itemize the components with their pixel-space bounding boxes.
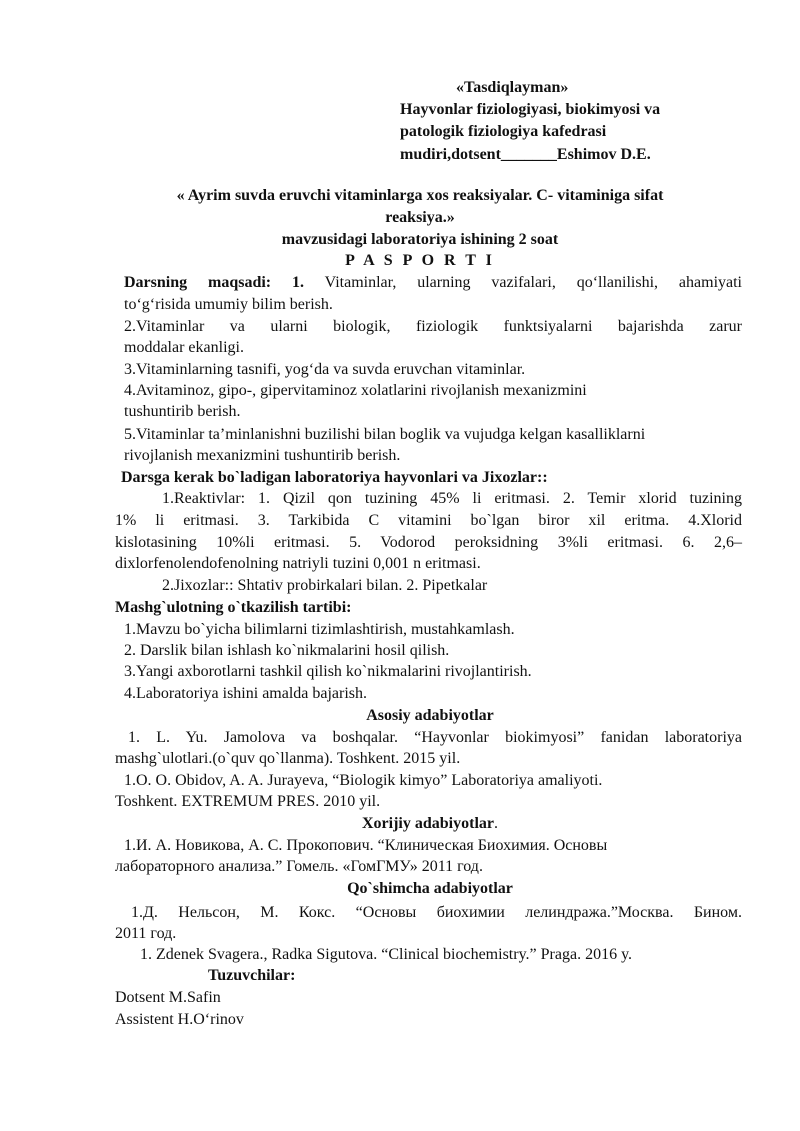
equipment-heading: Darsga kerak bo`ladigan laboratoriya hayvonlari va Jixozlar:: <box>121 469 548 486</box>
main-literature-line-4: Toshkent. EXTREMUM PRES. 2010 yil. <box>115 793 381 810</box>
goal-label: Darsning maqsadi: 1. <box>124 274 305 291</box>
goal-line-7: tushuntirib berish. <box>124 403 241 420</box>
procedure-item-1: 1.Mavzu bo`yicha bilimlarni tizimlashtirish, mustahkamlash. <box>124 621 515 638</box>
goal-line-6: 4.Avitaminoz, gipo-, gipervitaminoz xolatlarini rivojlanish mexanizmini <box>124 382 587 399</box>
author-1: Dotsent M.Safin <box>115 989 221 1006</box>
extra-literature-heading: Qo`shimcha adabiyotlar <box>347 880 513 897</box>
goal-line-1-text: Vitaminlar, ularning vazifalari, qo‘llanilishi, ahamiyati <box>304 274 743 291</box>
foreign-literature-heading: Xorijiy adabiyotlar <box>362 815 494 832</box>
author-2: Assistent H.O‘rinov <box>115 1011 244 1028</box>
foreign-literature-heading-wrap <box>100 814 760 834</box>
approval-line-1: Hayvonlar fiziologiyasi, biokimyosi va <box>400 101 661 118</box>
approval-line-3: mudiri,dotsent_______Eshimov D.E. <box>400 146 651 163</box>
goal-line-3: 2.Vitaminlar va ularni biologik, fiziologik funktsiyalarni bajarishda zarur <box>124 318 742 335</box>
equipment-line-5: 2.Jixozlar:: Shtativ probirkalari bilan. 2. Pipetkalar <box>162 577 488 594</box>
approval-title: «Tasdiqlayman» <box>456 79 569 96</box>
topic-line-2: reaksiya.» <box>385 209 455 226</box>
extra-literature-line-3: 1. Zdenek Svagera., Radka Sigutova. “Clinical biochemistry.” Praga. 2016 y. <box>140 946 633 963</box>
approval-line-2: patologik fiziologiya kafedrasi <box>400 123 607 140</box>
goal-line-9: rivojlanish mexanizmini tushuntirib berish. <box>124 447 401 464</box>
foreign-literature-line-2: лабораторного анализа.” Гомель. «ГомГМУ» 2011 год. <box>115 858 483 875</box>
equipment-line-4: dixlorfenolendofenolning natriyli tuzini 0,001 n eritmasi. <box>115 555 481 572</box>
authors-heading: Tuzuvchilar: <box>208 967 296 984</box>
foreign-literature-line-1: 1.И. А. Новикова, А. С. Прокопович. “Клиническая Биохимия. Основы <box>124 837 608 854</box>
extra-literature-line-1: 1.Д. Нельсон, М. Кокс. “Основы биохимии лелиндража.”Москва. Бином. <box>131 904 742 921</box>
procedure-item-2: 2. Darslik bilan ishlash ko`nikmalarini hosil qilish. <box>124 642 450 659</box>
main-literature-line-1: 1. L. Yu. Jamolova va boshqalar. “Hayvonlar biokimyosi” fanidan laboratoriya <box>128 729 742 746</box>
foreign-literature-dot: . <box>494 815 498 832</box>
goal-line-1 <box>124 273 742 293</box>
main-literature-heading: Asosiy adabiyotlar <box>366 707 494 724</box>
goal-line-2: to‘g‘risida umumiy bilim berish. <box>124 296 333 313</box>
equipment-line-3: kislotasining 10%li eritmasi. 5. Vodorod peroksidning 3%li eritmasi. 6. 2,6– <box>115 534 742 551</box>
passport-heading: P A S P O R T I <box>345 252 495 269</box>
equipment-line-1: 1.Reaktivlar: 1. Qizil qon tuzining 45% li eritmasi. 2. Temir xlorid tuzining <box>162 490 742 507</box>
topic-line-1: « Ayrim suvda eruvchi vitaminlarga xos reaksiyalar. C- vitaminiga sifat <box>176 187 664 204</box>
goal-line-8: 5.Vitaminlar ta’minlanishni buzilishi bilan boglik va vujudga kelgan kasalliklarni <box>124 426 646 443</box>
procedure-item-4: 4.Laboratoriya ishini amalda bajarish. <box>124 685 368 702</box>
goal-line-5: 3.Vitaminlarning tasnifi, yog‘da va suvda eruvchan vitaminlar. <box>124 361 526 378</box>
topic-line-3: mavzusidagi laboratoriya ishining 2 soat <box>281 231 559 248</box>
main-literature-line-3: 1.O. O. Obidov, A. A. Jurayeva, “Biologik kimyo” Laboratoriya amaliyoti. <box>124 772 603 789</box>
equipment-line-2: 1% li eritmasi. 3. Tarkibida C vitamini bo`lgan biror xil eritma. 4.Xlorid <box>115 512 742 529</box>
goal-line-4: moddalar ekanligi. <box>124 339 244 356</box>
main-literature-line-2: mashg`ulotlari.(o`quv qo`llanma). Toshkent. 2015 yil. <box>115 750 461 767</box>
procedure-item-3: 3.Yangi axborotlarni tashkil qilish ko`nikmalarini rivojlantirish. <box>124 663 532 680</box>
extra-literature-line-2: 2011 год. <box>115 925 177 942</box>
procedure-heading: Mashg`ulotning o`tkazilish tartibi: <box>115 599 352 616</box>
